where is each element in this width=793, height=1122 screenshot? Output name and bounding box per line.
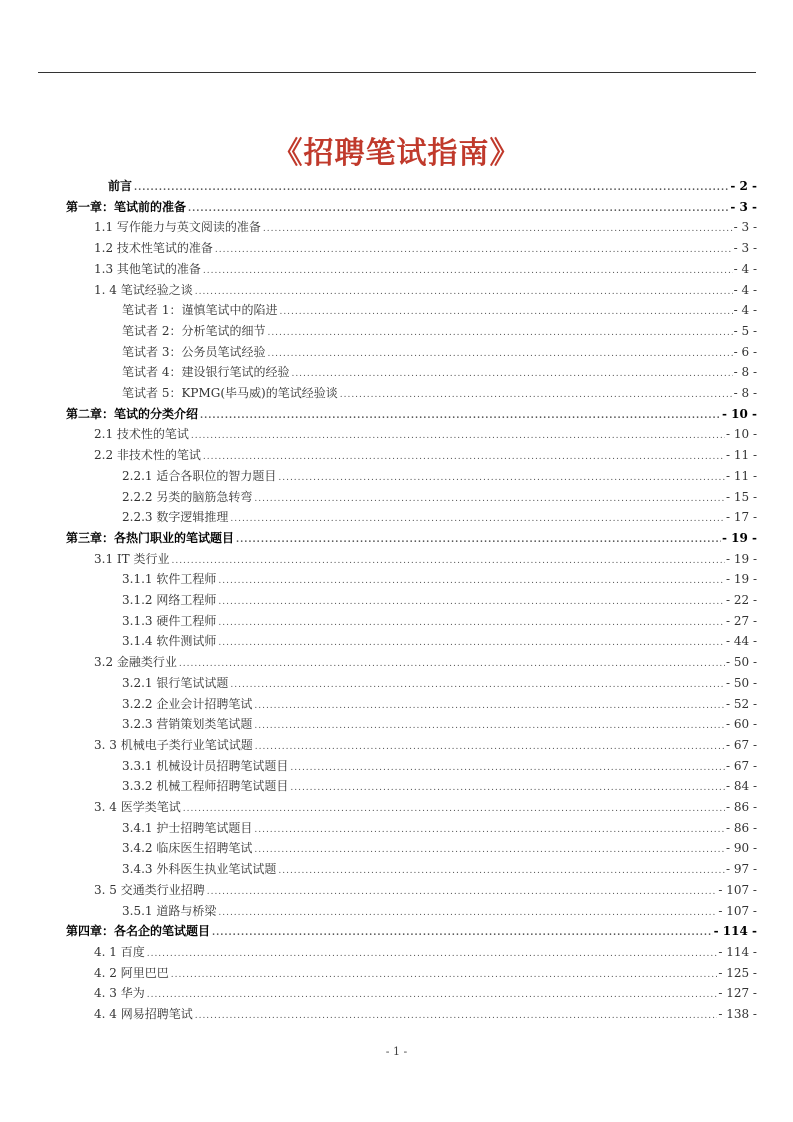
toc-entry[interactable] <box>94 797 757 818</box>
toc-entry-page: - 10 - <box>725 427 757 442</box>
toc-leader-dots <box>218 903 717 924</box>
toc-leader-dots <box>218 592 725 613</box>
toc-entry-title: 第一章：笔试前的准备 <box>66 199 187 214</box>
toc-entry-title: 3. 5 交通类行业招聘 <box>94 882 205 897</box>
toc-entry-title: 4. 4 网易招聘笔试 <box>94 1007 193 1021</box>
toc-entry-page: - 3 - <box>730 199 757 214</box>
toc-entry-page: - 107 - <box>718 903 757 918</box>
toc-entry[interactable] <box>94 983 757 1004</box>
toc-entry-page: - 2 - <box>730 179 757 193</box>
toc-entry-title: 第三章：各热门职业的笔试题目 <box>66 530 235 545</box>
toc-leader-dots <box>191 426 725 447</box>
toc-entry-page: - 84 - <box>725 779 757 794</box>
toc-entry-page: - 6 - <box>733 344 757 359</box>
toc-entry[interactable] <box>94 549 757 570</box>
toc-entry-title: 3. 3 机械电子类行业笔试试题 <box>94 737 253 752</box>
toc-entry[interactable] <box>122 859 757 880</box>
toc-entry-title: 前言 <box>108 179 133 193</box>
toc-entry-page: - 44 - <box>725 634 757 649</box>
toc-entry[interactable] <box>122 590 757 611</box>
toc-leader-dots <box>290 758 725 779</box>
toc-entry-page: - 5 - <box>733 323 757 338</box>
toc-entry[interactable] <box>122 569 757 590</box>
toc-entry-page: - 114 - <box>713 924 757 939</box>
toc-leader-dots <box>203 447 725 468</box>
toc-entry-title: 4. 3 华为 <box>94 986 145 1001</box>
toc-entry-title: 2.2.2 另类的脑筋急转弯 <box>122 489 253 504</box>
toc-leader-dots <box>188 199 729 220</box>
document-title: 《招聘笔试指南》 <box>272 136 521 171</box>
toc-entry-title: 4. 1 百度 <box>94 944 145 959</box>
toc-entry-page: - 4 - <box>733 282 757 297</box>
toc-leader-dots <box>147 944 718 965</box>
toc-entry[interactable] <box>122 507 757 528</box>
toc-leader-dots <box>218 571 725 592</box>
toc-entry-title: 2.1 技术性的笔试 <box>94 427 189 442</box>
toc-leader-dots <box>171 965 718 986</box>
toc-leader-dots <box>195 1006 718 1027</box>
toc-entry-page: - 86 - <box>725 820 757 835</box>
toc-leader-dots <box>195 282 733 303</box>
toc-entry[interactable] <box>94 238 757 259</box>
toc-entry[interactable] <box>94 942 757 963</box>
toc-entry[interactable] <box>122 611 757 632</box>
toc-entry-page: - 67 - <box>725 737 757 752</box>
toc-entry-title: 第二章：笔试的分类介绍 <box>66 406 199 421</box>
toc-leader-dots <box>278 468 725 489</box>
toc-leader-dots <box>254 696 725 717</box>
toc-entry[interactable] <box>122 466 757 487</box>
toc-entry-page: - 27 - <box>725 613 757 628</box>
toc-entry[interactable] <box>122 383 757 404</box>
toc-entry[interactable] <box>122 901 757 922</box>
toc-entry-page: - 138 - <box>718 1007 757 1021</box>
toc-entry-page: - 19 - <box>725 551 757 566</box>
toc-leader-dots <box>179 654 725 675</box>
toc-entry-page: - 60 - <box>725 717 757 732</box>
toc-entry-page: - 52 - <box>725 696 757 711</box>
toc-entry-title: 3.2.2 企业会计招聘笔试 <box>122 696 253 711</box>
toc-entry-title: 笔试者 3：公务员笔试经验 <box>122 344 266 359</box>
toc-entry[interactable] <box>94 1004 757 1025</box>
toc-entry-page: - 11 - <box>725 448 757 463</box>
toc-entry-page: - 97 - <box>725 862 757 877</box>
toc-entry[interactable] <box>66 528 757 549</box>
toc-entry[interactable] <box>122 487 757 508</box>
toc-entry-page: - 8 - <box>733 386 757 400</box>
toc-leader-dots <box>236 530 721 551</box>
toc-entry-title: 笔试者 2：分析笔试的细节 <box>122 323 266 338</box>
toc-entry[interactable] <box>122 321 757 342</box>
toc-entry[interactable] <box>94 445 757 466</box>
toc-leader-dots <box>254 840 725 861</box>
toc-entry-page: - 4 - <box>733 303 757 318</box>
toc-leader-dots <box>267 323 732 344</box>
toc-entry-title: 3.1.2 网络工程师 <box>122 593 217 607</box>
toc-entry-title: 3.2.3 营销策划类笔试题 <box>122 717 253 732</box>
toc-entry-title: 3.4.1 护士招聘笔试题目 <box>122 820 253 835</box>
toc-entry-page: - 19 - <box>721 530 757 545</box>
toc-entry[interactable] <box>122 631 757 652</box>
toc-entry[interactable] <box>94 280 757 301</box>
toc-entry-page: - 11 - <box>725 468 757 483</box>
toc-entry-page: - 3 - <box>733 220 757 235</box>
toc-entry-title: 第四章：各名企的笔试题目 <box>66 924 211 939</box>
toc-entry-title: 笔试者 5：KPMG(毕马威)的笔试经验谈 <box>122 386 338 400</box>
toc-entry[interactable] <box>94 652 757 673</box>
toc-entry-page: - 19 - <box>725 572 757 587</box>
toc-entry[interactable] <box>122 838 757 859</box>
toc-entry-page: - 90 - <box>725 841 757 856</box>
toc-entry[interactable] <box>122 818 757 839</box>
toc-leader-dots <box>290 778 725 799</box>
toc-entry-page: - 125 - <box>718 965 757 980</box>
toc-leader-dots <box>263 219 733 240</box>
toc-entry[interactable] <box>66 197 757 218</box>
toc-entry-page: - 107 - <box>718 882 757 897</box>
toc-entry[interactable] <box>122 673 757 694</box>
toc-leader-dots <box>218 633 725 654</box>
toc-entry-page: - 22 - <box>725 593 757 607</box>
toc-leader-dots <box>340 385 733 406</box>
toc-leader-dots <box>183 799 725 820</box>
toc-entry-title: 3.4.2 临床医生招聘笔试 <box>122 841 253 856</box>
toc-entry-title: 2.2.3 数字逻辑推理 <box>122 510 229 525</box>
toc-entry-title: 3.5.1 道路与桥梁 <box>122 903 217 918</box>
toc-leader-dots <box>215 240 733 261</box>
toc-leader-dots <box>203 261 733 282</box>
toc-entry[interactable] <box>94 217 757 238</box>
toc-entry[interactable] <box>108 176 757 197</box>
toc-entry[interactable] <box>94 259 757 280</box>
toc-entry-title: 3.4.3 外科医生执业笔试试题 <box>122 862 277 877</box>
toc-leader-dots <box>254 489 725 510</box>
toc-leader-dots <box>212 923 713 944</box>
toc-entry[interactable] <box>66 921 757 942</box>
toc-entry-page: - 86 - <box>725 800 757 814</box>
toc-leader-dots <box>267 344 732 365</box>
toc-entry-page: - 127 - <box>718 986 757 1001</box>
toc-leader-dots <box>255 737 725 758</box>
toc-leader-dots <box>230 509 725 530</box>
toc-entry-title: 3.3.1 机械设计员招聘笔试题目 <box>122 758 289 773</box>
toc-entry-title: 3.1.1 软件工程师 <box>122 572 217 587</box>
toc-entry[interactable] <box>94 880 757 901</box>
page-number: - 1 - <box>385 1045 408 1058</box>
toc-entry-title: 3.2 金融类行业 <box>94 655 177 670</box>
toc-entry-page: - 50 - <box>725 655 757 670</box>
toc-entry-title: 1. 4 笔试经验之谈 <box>94 282 193 297</box>
toc-leader-dots <box>134 178 729 199</box>
toc-leader-dots <box>218 613 725 634</box>
toc-entry-title: 笔试者 4：建设银行笔试的经验 <box>122 365 290 380</box>
toc-entry-title: 3.3.2 机械工程师招聘笔试题目 <box>122 779 289 794</box>
toc-entry-title: 4. 2 阿里巴巴 <box>94 965 169 980</box>
toc-leader-dots <box>147 985 718 1006</box>
toc-entry-page: - 15 - <box>725 489 757 504</box>
toc-entry[interactable] <box>94 735 757 756</box>
toc-entry-page: - 10 - <box>721 406 757 421</box>
toc-entry[interactable] <box>122 714 757 735</box>
toc-entry[interactable] <box>66 404 757 425</box>
toc-entry[interactable] <box>122 776 757 797</box>
toc-entry[interactable] <box>94 963 757 984</box>
toc-leader-dots <box>200 406 721 427</box>
toc-entry-title: 3.1 IT 类行业 <box>94 551 170 566</box>
toc-entry[interactable] <box>122 694 757 715</box>
toc-entry[interactable] <box>122 362 757 383</box>
toc-entry-page: - 3 - <box>733 241 757 256</box>
toc-entry-title: 2.2 非技术性的笔试 <box>94 448 201 463</box>
toc-leader-dots <box>291 364 732 385</box>
toc-entry-title: 1.2 技术性笔试的准备 <box>94 241 213 256</box>
toc-entry-page: - 67 - <box>725 758 757 773</box>
toc-leader-dots <box>254 716 725 737</box>
toc-entry-page: - 4 - <box>733 261 757 276</box>
toc-leader-dots <box>254 820 725 841</box>
toc-leader-dots <box>279 302 732 323</box>
header-rule <box>38 72 756 73</box>
toc-entry-title: 1.1 写作能力与英文阅读的准备 <box>94 220 261 235</box>
toc-entry[interactable] <box>122 756 757 777</box>
toc-entry-title: 3. 4 医学类笔试 <box>94 800 181 814</box>
toc-leader-dots <box>207 882 718 903</box>
toc-entry-title: 3.1.4 软件测试师 <box>122 634 217 649</box>
toc-entry-page: - 8 - <box>733 365 757 380</box>
toc-entry-title: 3.1.3 硬件工程师 <box>122 613 217 628</box>
toc-entry-title: 1.3 其他笔试的准备 <box>94 261 201 276</box>
toc-entry[interactable] <box>122 342 757 363</box>
toc-leader-dots <box>230 675 725 696</box>
toc-entry-page: - 114 - <box>718 944 757 959</box>
toc-entry-title: 3.2.1 银行笔试试题 <box>122 675 229 690</box>
toc-entry-title: 笔试者 1：谨慎笔试中的陷进 <box>122 303 278 318</box>
toc-entry-page: - 17 - <box>725 510 757 525</box>
toc-entry[interactable] <box>122 300 757 321</box>
toc-entry-title: 2.2.1 适合各职位的智力题目 <box>122 468 277 483</box>
toc-entry[interactable] <box>94 424 757 445</box>
toc-leader-dots <box>278 861 725 882</box>
toc-leader-dots <box>171 551 725 572</box>
toc-entry-page: - 50 - <box>725 675 757 690</box>
